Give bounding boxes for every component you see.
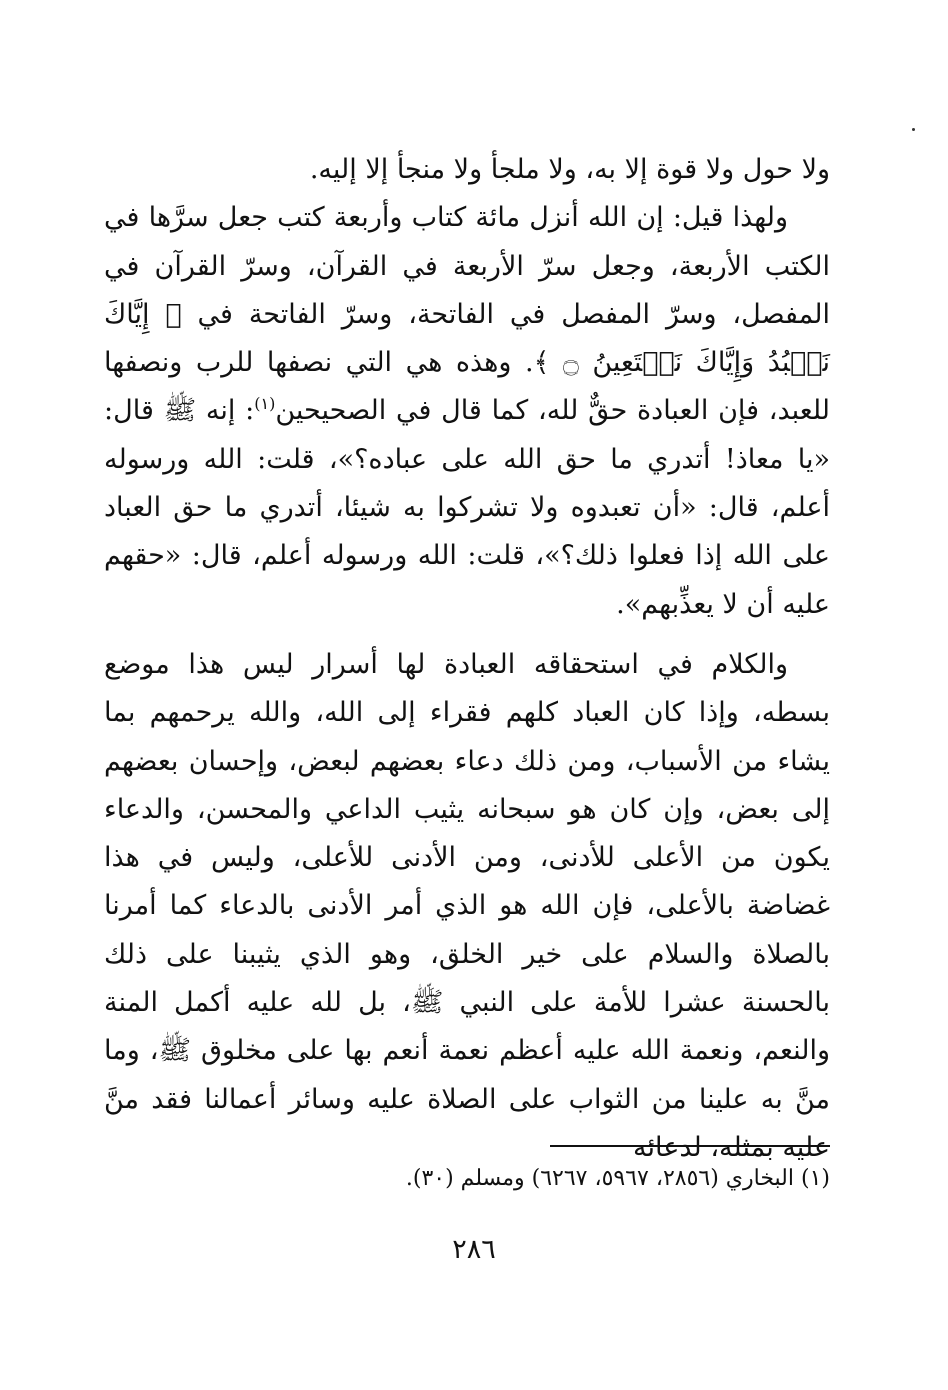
paragraph-2-text: ولهذا قيل: إن الله أنزل مائة كتاب وأربعة كتب جعل سرَّها في الكتب الأربعة، وجعل سرّ الأربعة في القرآن، وسرّ القرآن في المفصل، وسرّ المفصل في الفاتحة، وسرّ الفاتحة في ﴿ إِيَّاكَ نَعۡبُدُ وَإِيَّاكَ نَسۡتَعِينُ ۝ ﴾. وهذه هي التي نصفها للرب ونصفها للعبد، فإن العبادة حقٌّ لله، كما قال في الصحيحين bbox=[104, 202, 830, 427]
footnote-divider bbox=[550, 1145, 830, 1147]
paragraph-2-tail: : إنه ﷺ قال: «يا معاذ! أتدري ما حق الله على عباده؟»، قلت: الله ورسوله أعلم، قال: «أن تعبدوه ولا تشركوا به شيئا، أتدري ما حق العباد على الله إذا فعلوا ذلك؟»، قلت: الله ورسوله أعلم، قال: «حقهم عليه أن لا يعذِّبهم». bbox=[104, 395, 830, 620]
paragraph-2 bbox=[104, 194, 830, 629]
page-number: ٢٨٦ bbox=[452, 1234, 496, 1265]
paragraph-1: ولا حول ولا قوة إلا به، ولا ملجأ ولا منجأ إلا إليه. bbox=[309, 154, 830, 185]
footnote: (١) البخاري (٢٨٥٦، ٥٩٦٧، ٦٢٦٧) ومسلم (٣٠). bbox=[405, 1166, 830, 1191]
main-text bbox=[104, 146, 830, 1172]
paragraph-3: والكلام في استحقاقه العبادة لها أسرار ليس هذا موضع بسطه، وإذا كان العباد كلهم فقراء إلى الله، والله يرحمهم بما يشاء من الأسباب، ومن ذلك دعاء بعضهم لبعض، وإحسان بعضهم إلى بعض، وإن كان هو سبحانه يثيب الداعي والمحسن، والدعاء يكون من الأعلى للأدنى، ومن الأدنى للأعلى، وليس في هذا غضاضة بالأعلى، فإن الله هو الذي أمر الأدنى بالدعاء كما أمرنا بالصلاة والسلام على خير الخلق، وهو الذي يثيبنا على ذلك بالحسنة عشرا للأمة على النبي ﷺ، بل لله عليه أكمل المنة والنعم، ونعمة الله عليه أعظم نعمة أنعم بها على مخلوق ﷺ، وما منَّ به علينا من الثواب على الصلاة عليه وسائر أعمالنا فقد منَّ عليه بمثله، لدعائه bbox=[104, 648, 830, 1163]
footnote-marker[interactable]: (١) bbox=[254, 394, 276, 414]
stray-ink-mark bbox=[912, 128, 915, 131]
